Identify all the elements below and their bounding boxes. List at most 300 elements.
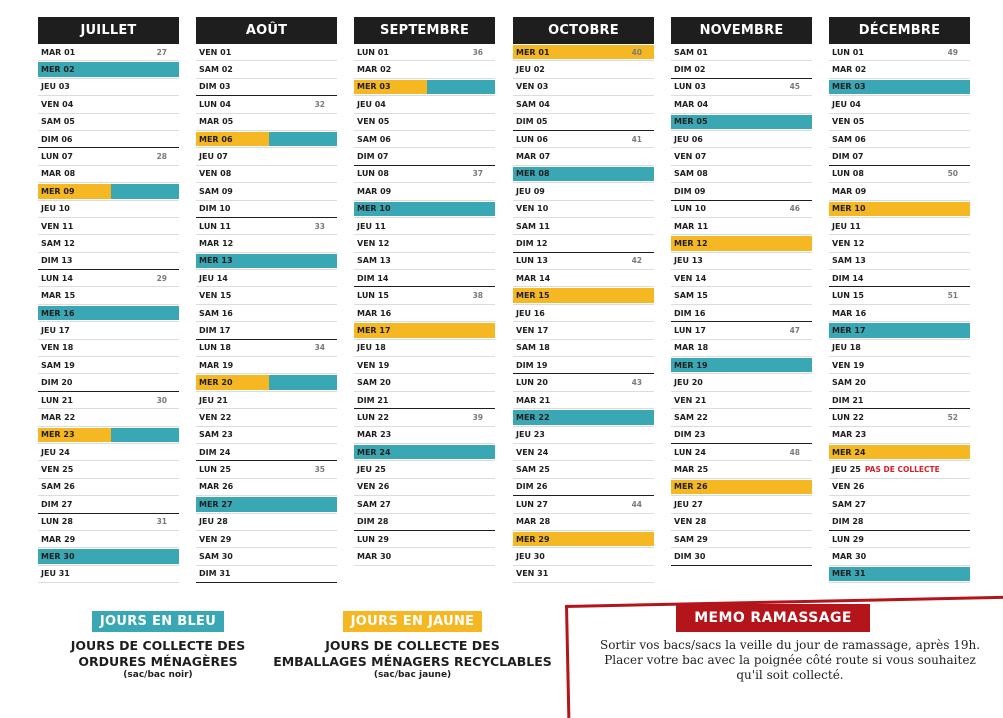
day-row: [38, 270, 179, 287]
day-label: JEU 04: [357, 99, 386, 109]
legend-yellow-title-2: EMBALLAGES MÉNAGERS RECYCLABLES: [273, 654, 552, 669]
day-label: LUN 14: [41, 273, 73, 283]
day-label: VEN 18: [41, 343, 74, 353]
day-label: MAR 21: [516, 395, 551, 405]
day-label: DIM 05: [516, 117, 548, 127]
day-label: VEN 25: [41, 465, 74, 475]
day-list: [829, 44, 970, 583]
day-label: MAR 30: [832, 552, 867, 562]
week-number: 45: [789, 82, 800, 92]
week-number: 29: [156, 273, 167, 283]
day-row: [38, 374, 179, 391]
day-label: MAR 09: [357, 186, 392, 196]
week-number: 48: [789, 447, 800, 457]
day-label: MER 03: [832, 82, 866, 92]
day-row: [513, 340, 654, 357]
week-number: 27: [156, 47, 167, 57]
week-number: 38: [472, 291, 483, 301]
day-label: JEU 31: [41, 569, 70, 579]
day-label: VEN 19: [357, 360, 390, 370]
day-label: DIM 14: [357, 273, 389, 283]
day-label: SAM 19: [41, 360, 75, 370]
day-row: [38, 287, 179, 304]
day-label: JEU 11: [832, 221, 861, 231]
day-label: LUN 08: [832, 169, 864, 179]
week-number: 52: [947, 412, 958, 422]
day-row: [513, 96, 654, 113]
week-number: 46: [789, 204, 800, 214]
day-label: JEU 07: [199, 152, 228, 162]
day-row: [671, 218, 812, 235]
day-label: MER 05: [674, 117, 708, 127]
day-row: [513, 444, 654, 461]
week-number: 28: [156, 152, 167, 162]
day-label: JEU 30: [516, 552, 545, 562]
day-label: JEU 13: [674, 256, 703, 266]
legend-blue: [70, 610, 246, 681]
day-label: DIM 06: [41, 134, 73, 144]
day-row: [196, 201, 337, 218]
day-row: [671, 96, 812, 113]
day-row: [354, 44, 495, 61]
day-row: [354, 305, 495, 322]
day-row: [196, 444, 337, 461]
day-row: [671, 357, 812, 374]
day-row: [38, 305, 179, 322]
day-label: JEU 27: [674, 499, 703, 509]
day-row: [829, 114, 970, 131]
day-row: [38, 340, 179, 357]
day-row: [671, 479, 812, 496]
day-label: MAR 08: [41, 169, 76, 179]
day-row: [354, 61, 495, 78]
day-row: [354, 287, 495, 304]
day-label: MAR 09: [832, 186, 867, 196]
day-row: [671, 340, 812, 357]
day-label: DIM 19: [516, 360, 548, 370]
day-label: LUN 11: [199, 221, 231, 231]
month-header: NOVEMBRE: [671, 17, 812, 44]
day-label: VEN 24: [516, 447, 549, 457]
day-label: VEN 22: [199, 412, 232, 422]
day-label: DIM 12: [516, 238, 548, 248]
day-row: [196, 287, 337, 304]
day-label: MER 13: [199, 256, 233, 266]
day-row: [829, 183, 970, 200]
day-list: [354, 44, 495, 566]
week-number: 50: [947, 169, 958, 179]
day-label: VEN 03: [516, 82, 549, 92]
day-label: SAM 20: [832, 378, 866, 388]
day-row: [196, 131, 337, 148]
day-label: MER 20: [199, 378, 233, 388]
day-row: [38, 444, 179, 461]
day-row: [513, 148, 654, 165]
day-row: [38, 496, 179, 513]
day-row: [38, 61, 179, 78]
day-label: DIM 07: [832, 152, 864, 162]
legend-blue-title-2: ORDURES MÉNAGÈRES: [78, 654, 238, 669]
day-label: MER 02: [41, 65, 75, 75]
day-row: [513, 218, 654, 235]
day-label: DIM 07: [357, 152, 389, 162]
day-label: MAR 23: [357, 430, 392, 440]
day-row: [354, 374, 495, 391]
collection-fill-blue: [111, 184, 179, 198]
day-label: MAR 12: [199, 238, 234, 248]
day-label: LUN 17: [674, 325, 706, 335]
day-label: SAM 25: [516, 465, 550, 475]
day-label: JEU 06: [674, 134, 703, 144]
day-label: VEN 11: [41, 221, 74, 231]
week-number: 43: [631, 378, 642, 388]
day-row: [38, 79, 179, 96]
day-row: [829, 392, 970, 409]
day-label: JEU 25: [832, 465, 861, 475]
day-row: [671, 514, 812, 531]
day-label: VEN 05: [357, 117, 390, 127]
week-number: 51: [947, 291, 958, 301]
day-label: MAR 25: [674, 465, 709, 475]
day-label: LUN 22: [357, 412, 389, 422]
day-label: SAM 08: [674, 169, 708, 179]
day-row: [38, 427, 179, 444]
day-row: [513, 409, 654, 426]
day-row: [38, 201, 179, 218]
day-row: [829, 514, 970, 531]
day-label: SAM 02: [199, 65, 233, 75]
day-row: [671, 496, 812, 513]
day-row: [354, 270, 495, 287]
day-row: [671, 166, 812, 183]
day-label: MER 31: [832, 569, 866, 579]
day-row: [354, 427, 495, 444]
day-row: [829, 357, 970, 374]
day-row: [38, 166, 179, 183]
day-list: [671, 44, 812, 566]
day-row: [671, 548, 812, 565]
day-label: SAM 26: [41, 482, 75, 492]
day-label: LUN 29: [357, 534, 389, 544]
day-label: MAR 28: [516, 517, 551, 527]
day-label: VEN 07: [674, 152, 707, 162]
day-row: [671, 461, 812, 478]
day-label: LUN 20: [516, 378, 548, 388]
day-row: [513, 566, 654, 583]
day-row: [196, 427, 337, 444]
collection-fill-blue: [427, 80, 495, 94]
day-label: DIM 16: [674, 308, 706, 318]
day-row: [196, 305, 337, 322]
day-label: LUN 04: [199, 99, 231, 109]
day-label: LUN 22: [832, 412, 864, 422]
day-row: [829, 79, 970, 96]
day-label: MER 09: [41, 186, 75, 196]
day-label: DIM 21: [357, 395, 389, 405]
week-number: 49: [947, 47, 958, 57]
day-label: MER 24: [357, 447, 391, 457]
day-label: MER 30: [41, 552, 75, 562]
day-label: LUN 07: [41, 152, 73, 162]
day-label: MER 03: [357, 82, 391, 92]
day-label: MAR 01: [41, 47, 76, 57]
month-column: [38, 17, 179, 583]
day-row: [38, 409, 179, 426]
day-label: JEU 21: [199, 395, 228, 405]
day-row: [671, 253, 812, 270]
day-label: MAR 30: [357, 552, 392, 562]
day-label: VEN 26: [832, 482, 865, 492]
day-label: DIM 24: [199, 447, 231, 457]
day-label: VEN 15: [199, 291, 232, 301]
day-label: VEN 19: [832, 360, 865, 370]
day-label: VEN 01: [199, 47, 232, 57]
day-row: [513, 427, 654, 444]
day-row: [671, 322, 812, 339]
day-label: VEN 14: [674, 273, 707, 283]
day-row: [513, 235, 654, 252]
day-label: DIM 23: [674, 430, 706, 440]
memo-line-1: Sortir vos bacs/sacs la veille du jour de ramassage, après 19h.: [599, 638, 981, 652]
memo-badge: MEMO RAMASSAGE: [676, 604, 870, 632]
day-label: JEU 14: [199, 273, 228, 283]
day-row: [354, 322, 495, 339]
day-row: [829, 531, 970, 548]
day-label: LUN 24: [674, 447, 706, 457]
legend-blue-sub: (sac/bac noir): [123, 670, 193, 680]
day-row: [829, 148, 970, 165]
day-label: SAM 30: [199, 552, 233, 562]
day-row: [196, 479, 337, 496]
day-row: [671, 44, 812, 61]
day-row: [196, 496, 337, 513]
day-label: DIM 30: [674, 552, 706, 562]
day-label: DIM 14: [832, 273, 864, 283]
week-number: 32: [314, 99, 325, 109]
no-collection-note: PAS DE COLLECTE: [864, 465, 940, 475]
day-label: MER 22: [516, 412, 550, 422]
week-number: 47: [789, 325, 800, 335]
day-label: LUN 25: [199, 465, 231, 475]
day-row: [829, 444, 970, 461]
legend-blue-badge: JOURS EN BLEU: [92, 611, 224, 632]
day-row: [829, 166, 970, 183]
day-row: [671, 409, 812, 426]
day-label: MER 12: [674, 238, 708, 248]
day-label: SAM 15: [674, 291, 708, 301]
day-label: SAM 16: [199, 308, 233, 318]
week-number: 42: [631, 256, 642, 266]
day-label: VEN 28: [674, 517, 707, 527]
day-row: [354, 357, 495, 374]
day-label: DIM 20: [41, 378, 73, 388]
day-row: [513, 479, 654, 496]
day-row: [829, 496, 970, 513]
day-row: [829, 374, 970, 391]
day-label: JEU 16: [516, 308, 545, 318]
week-number: 40: [631, 47, 642, 57]
day-label: LUN 27: [516, 499, 548, 509]
day-row: [354, 131, 495, 148]
day-label: SAM 27: [357, 499, 391, 509]
day-label: SAM 05: [41, 117, 75, 127]
day-label: MAR 05: [199, 117, 234, 127]
day-row: [354, 96, 495, 113]
day-row: [829, 340, 970, 357]
day-label: JEU 09: [516, 186, 545, 196]
day-label: SAM 29: [674, 534, 708, 544]
day-row: [196, 235, 337, 252]
week-number: 41: [631, 134, 642, 144]
day-row: [38, 131, 179, 148]
day-row: [829, 548, 970, 565]
day-label: JEU 04: [832, 99, 861, 109]
day-label: SAM 13: [357, 256, 391, 266]
day-label: JEU 02: [516, 65, 545, 75]
day-row: [196, 270, 337, 287]
day-label: LUN 15: [832, 291, 864, 301]
day-row: [829, 409, 970, 426]
day-label: MER 29: [516, 534, 550, 544]
day-label: DIM 21: [832, 395, 864, 405]
day-label: LUN 10: [674, 204, 706, 214]
day-label: VEN 12: [832, 238, 865, 248]
day-label: SAM 20: [357, 378, 391, 388]
day-row: [829, 201, 970, 218]
day-row: [196, 409, 337, 426]
day-label: SAM 01: [674, 47, 708, 57]
day-label: DIM 09: [674, 186, 706, 196]
day-row: [513, 79, 654, 96]
day-label: LUN 18: [199, 343, 231, 353]
day-row: [829, 44, 970, 61]
day-label: LUN 03: [674, 82, 706, 92]
day-label: MER 17: [832, 325, 866, 335]
day-row: [671, 270, 812, 287]
day-label: MER 19: [674, 360, 708, 370]
day-row: [671, 287, 812, 304]
day-row: [513, 44, 654, 61]
day-row: [829, 479, 970, 496]
day-label: MER 26: [674, 482, 708, 492]
day-label: DIM 26: [516, 482, 548, 492]
day-label: MER 10: [832, 204, 866, 214]
collection-fill-blue: [269, 132, 337, 146]
day-row: [829, 322, 970, 339]
day-label: MAR 02: [832, 65, 867, 75]
day-label: DIM 17: [199, 325, 231, 335]
day-row: [196, 44, 337, 61]
week-number: 31: [156, 517, 167, 527]
day-row: [38, 322, 179, 339]
day-row: [513, 253, 654, 270]
day-label: SAM 12: [41, 238, 75, 248]
day-row: [829, 461, 970, 478]
day-row: [671, 305, 812, 322]
day-label: JEU 18: [357, 343, 386, 353]
month-header: SEPTEMBRE: [354, 17, 495, 44]
day-row: [354, 548, 495, 565]
month-header: OCTOBRE: [513, 17, 654, 44]
day-row: [38, 479, 179, 496]
day-row: [513, 131, 654, 148]
day-label: MAR 26: [199, 482, 234, 492]
day-row: [513, 166, 654, 183]
day-label: DIM 31: [199, 569, 231, 579]
day-row: [38, 514, 179, 531]
day-list: [196, 44, 337, 583]
day-label: MAR 04: [674, 99, 709, 109]
day-label: MAR 11: [674, 221, 709, 231]
day-row: [38, 548, 179, 565]
day-label: VEN 31: [516, 569, 549, 579]
day-row: [671, 444, 812, 461]
day-row: [196, 548, 337, 565]
day-row: [38, 531, 179, 548]
day-row: [38, 357, 179, 374]
day-label: MAR 14: [516, 273, 551, 283]
day-label: DIM 13: [41, 256, 73, 266]
legend-yellow: [265, 610, 560, 681]
day-row: [671, 131, 812, 148]
month-header: DÉCEMBRE: [829, 17, 970, 44]
day-label: JEU 24: [41, 447, 70, 457]
day-label: SAM 09: [199, 186, 233, 196]
day-label: MAR 18: [674, 343, 709, 353]
day-row: [354, 114, 495, 131]
day-label: VEN 05: [832, 117, 865, 127]
day-label: VEN 12: [357, 238, 390, 248]
day-row: [38, 183, 179, 200]
week-number: 44: [631, 499, 642, 509]
day-row: [671, 79, 812, 96]
day-row: [196, 79, 337, 96]
day-label: MER 10: [357, 204, 391, 214]
day-label: MER 06: [199, 134, 233, 144]
day-row: [829, 253, 970, 270]
week-number: 35: [314, 465, 325, 475]
month-column: [829, 17, 970, 583]
day-label: SAM 18: [516, 343, 550, 353]
day-row: [38, 218, 179, 235]
day-label: LUN 13: [516, 256, 548, 266]
day-label: VEN 29: [199, 534, 232, 544]
day-row: [354, 496, 495, 513]
day-label: MAR 19: [199, 360, 234, 370]
day-row: [354, 392, 495, 409]
day-row: [513, 374, 654, 391]
day-row: [354, 514, 495, 531]
day-row: [354, 444, 495, 461]
day-label: JEU 18: [832, 343, 861, 353]
week-number: 34: [314, 343, 325, 353]
week-number: 39: [472, 412, 483, 422]
day-row: [513, 201, 654, 218]
day-row: [671, 531, 812, 548]
day-row: [38, 566, 179, 583]
month-column: [513, 17, 654, 583]
day-row: [196, 392, 337, 409]
day-row: [354, 531, 495, 548]
day-row: [829, 427, 970, 444]
collection-fill-blue: [111, 428, 179, 442]
day-row: [354, 148, 495, 165]
day-row: [196, 357, 337, 374]
month-header: JUILLET: [38, 17, 179, 44]
day-label: MER 16: [41, 308, 75, 318]
day-label: LUN 01: [832, 47, 864, 57]
day-row: [196, 322, 337, 339]
